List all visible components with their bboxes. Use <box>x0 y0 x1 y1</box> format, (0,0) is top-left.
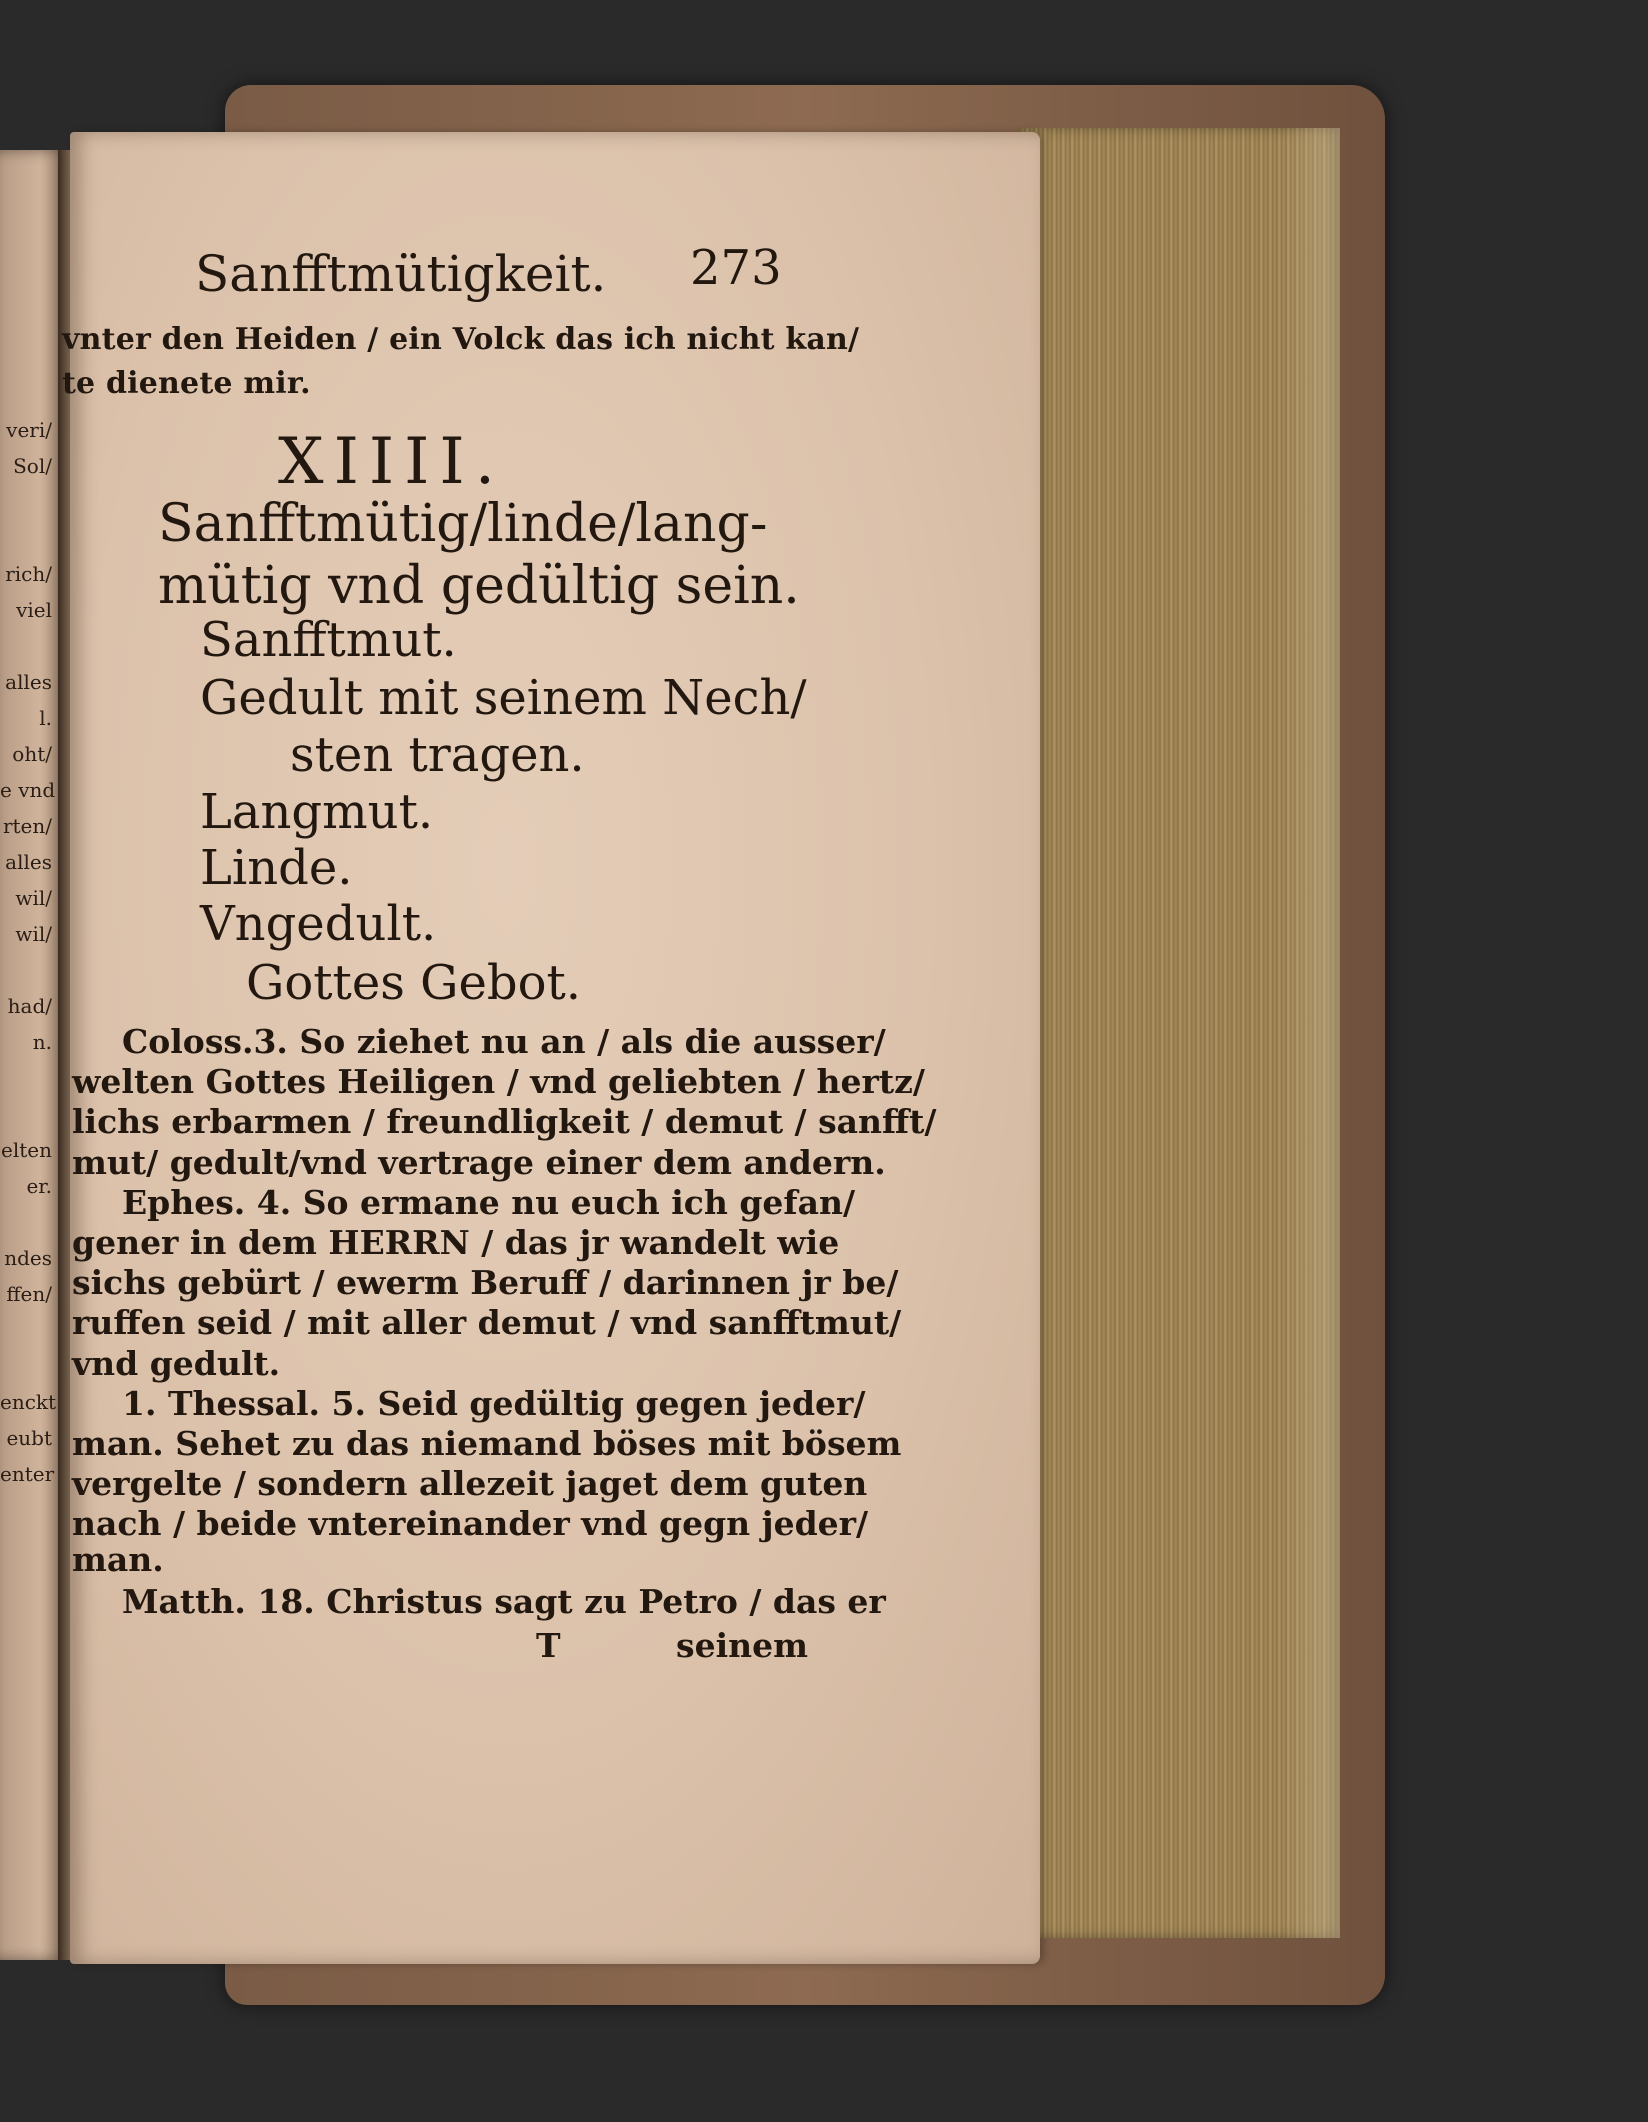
left-fragment: ndes <box>4 1246 52 1270</box>
left-fragment <box>0 634 60 670</box>
topic-item: Sanfftmut. <box>200 612 457 668</box>
left-fragment <box>0 1102 60 1138</box>
topic-item: sten tragen. <box>290 727 585 783</box>
left-fragment: alles <box>5 670 52 694</box>
left-fragment <box>0 1354 60 1390</box>
running-head: Sanfftmütigkeit. <box>195 245 607 303</box>
left-fragment: alles <box>5 850 52 874</box>
left-fragment: rich/ <box>5 562 52 586</box>
paragraph-line: Coloss.3. So ziehet nu an / als die ausser/ <box>122 1022 886 1061</box>
topic-item: Vngedult. <box>200 896 437 952</box>
intro-line: vnter den Heiden / ein Volck das ich nicht kan/ <box>62 322 860 357</box>
left-fragment <box>0 1318 60 1354</box>
paragraph-line: mut/ gedult/vnd vertrage einer dem andern. <box>72 1142 886 1182</box>
page-number: 273 <box>690 240 782 296</box>
paragraph-line: Ephes. 4. So ermane nu euch ich gefan/ <box>122 1182 856 1222</box>
left-fragment: oht/ <box>12 742 52 766</box>
section-title-line: Sanfftmütig/linde/lang- <box>158 494 768 554</box>
topic-item: Linde. <box>200 840 353 896</box>
section-number: XIIII. <box>278 425 506 499</box>
left-fragment: wil/ <box>15 886 52 910</box>
left-facing-page <box>0 150 66 1960</box>
left-fragment: wil/ <box>15 922 52 946</box>
left-fragment: enter <box>0 1462 55 1486</box>
page-block-edges <box>1020 128 1340 1938</box>
signature-mark: T <box>536 1626 561 1665</box>
paragraph-line: Matth. 18. Christus sagt zu Petro / das er <box>122 1582 886 1621</box>
paragraph-line: ruffen seid / mit aller demut / vnd sanfftmut/ <box>72 1303 902 1343</box>
catchword: seinem <box>676 1626 809 1665</box>
paragraph-line: lichs erbarmen / freundligkeit / demut / sanfft/ <box>72 1102 937 1142</box>
paragraph-line: vnd gedult. <box>72 1343 281 1383</box>
topic-item: Gedult mit seinem Nech/ <box>200 670 807 726</box>
paragraph-line: gener in dem HERRN / das jr wandelt wie <box>72 1223 840 1262</box>
left-fragment: Sol/ <box>13 454 52 478</box>
left-fragment <box>0 958 60 994</box>
left-fragment: er. <box>26 1174 52 1198</box>
left-fragment <box>0 1066 60 1102</box>
left-fragment: l. <box>39 706 52 730</box>
paragraph-line: welten Gottes Heiligen / vnd geliebten / hertz/ <box>72 1062 925 1102</box>
left-fragment: rten/ <box>2 814 52 838</box>
paragraph-line: man. <box>72 1540 164 1579</box>
section-title-line: mütig vnd gedültig sein. <box>158 556 800 616</box>
left-fragment <box>0 490 60 526</box>
intro-line: te dienete mir. <box>62 366 311 401</box>
left-fragment: ffen/ <box>6 1282 52 1306</box>
left-fragment: enckt <box>0 1390 57 1414</box>
paragraph-line: 1. Thessal. 5. Seid gedültig gegen jeder/ <box>122 1383 866 1423</box>
paragraph-line: sichs gebürt / ewerm Beruff / darinnen jr be/ <box>72 1263 899 1303</box>
section-heading: Gottes Gebot. <box>246 955 582 1011</box>
left-fragment: viel <box>16 598 52 622</box>
left-fragment: e vnd <box>0 778 56 802</box>
left-page-fragments <box>0 418 60 1498</box>
left-fragment <box>0 1210 60 1246</box>
left-fragment: veri/ <box>6 418 52 442</box>
paragraph-line: nach / beide vntereinander vnd gegn jeder/ <box>72 1504 869 1544</box>
left-fragment: had/ <box>7 994 52 1018</box>
left-fragment: elten <box>1 1138 52 1162</box>
paragraph-line: man. Sehet zu das niemand böses mit bösem <box>72 1424 902 1463</box>
topic-item: Langmut. <box>200 784 434 840</box>
paragraph-line: vergelte / sondern allezeit jaget dem guten <box>72 1464 868 1504</box>
left-fragment: eubt <box>6 1426 52 1450</box>
left-fragment: n. <box>32 1030 52 1054</box>
left-fragment <box>0 526 60 562</box>
